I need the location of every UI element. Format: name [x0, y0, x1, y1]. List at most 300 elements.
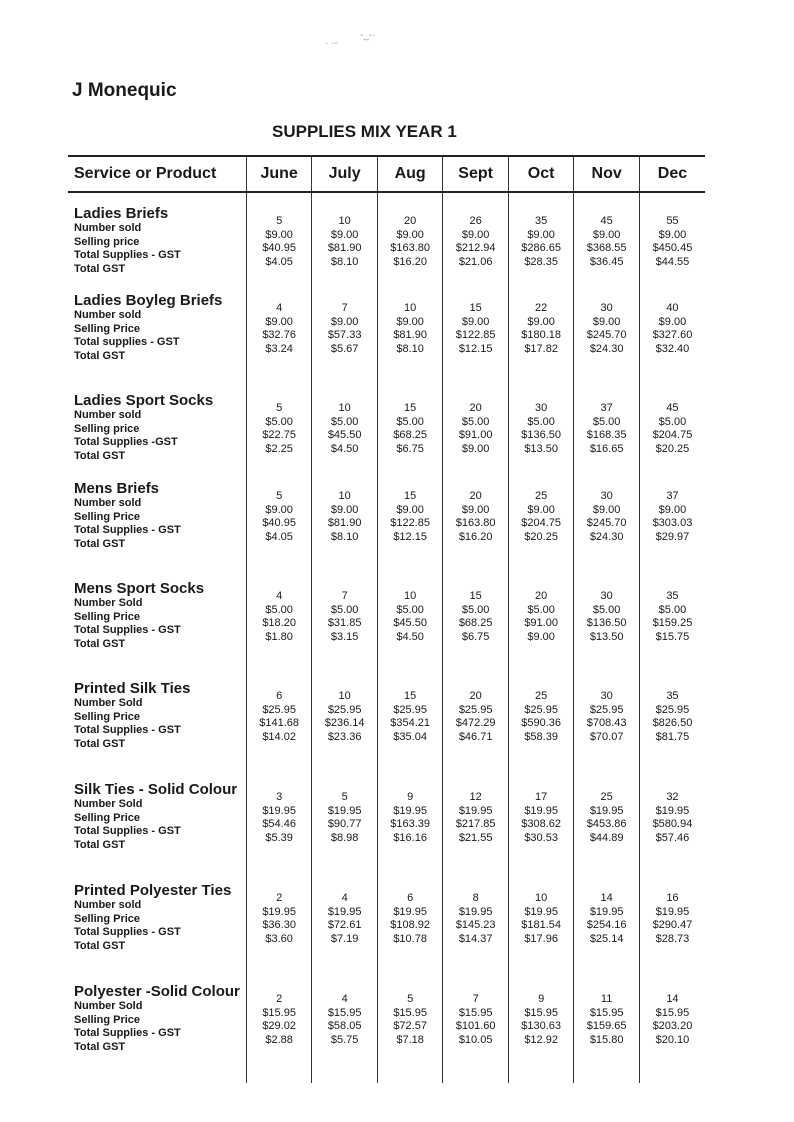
cell-value: $23.36 — [327, 730, 362, 743]
cell-value: $81.75 — [655, 730, 690, 743]
month-cell — [508, 769, 574, 870]
cell-value: 45 — [600, 215, 613, 227]
cell-value: 12 — [469, 791, 482, 803]
table-row — [68, 380, 705, 468]
cell-value: 4 — [276, 302, 283, 314]
cell-values — [574, 892, 639, 946]
cell-value: $5.00 — [592, 603, 621, 616]
cell-value: $145.23 — [455, 919, 496, 931]
cell-value: $15.95 — [458, 1006, 493, 1019]
month-cell — [639, 192, 705, 280]
month-cell — [246, 668, 312, 769]
cell-value: $24.30 — [589, 342, 624, 355]
cell-value: 25 — [600, 791, 613, 803]
row-label: Total Supplies - GST — [74, 724, 181, 736]
table-body — [68, 192, 705, 1083]
month-cell — [246, 468, 312, 568]
cell-values — [443, 490, 508, 544]
cell-value: $30.53 — [524, 831, 558, 844]
cell-value: $54.46 — [262, 818, 296, 830]
cell-values — [247, 993, 312, 1047]
cell-values — [312, 402, 377, 456]
row-label: Number sold — [74, 309, 142, 321]
cell-values — [312, 690, 377, 744]
cell-values — [509, 791, 574, 845]
cell-value: 20 — [469, 690, 482, 702]
cell-value: 10 — [338, 402, 351, 414]
cell-value: $9.00 — [461, 228, 490, 241]
cell-value: 26 — [469, 215, 482, 227]
cell-value: 10 — [338, 215, 351, 227]
table-row — [68, 280, 705, 380]
month-cell — [377, 280, 443, 380]
cell-value: $19.95 — [589, 804, 624, 817]
cell-value: $19.95 — [655, 905, 690, 918]
cell-value: 2 — [276, 993, 283, 1005]
cell-value: $16.20 — [393, 255, 427, 268]
product-cell — [68, 668, 246, 769]
row-label: Selling Price — [74, 1013, 141, 1026]
month-cell — [508, 568, 574, 668]
month-cell — [312, 769, 378, 870]
cell-value: $9.00 — [592, 315, 621, 328]
cell-value: 9 — [538, 993, 545, 1005]
cell-values — [640, 590, 705, 644]
cell-value: 10 — [404, 302, 417, 314]
cell-values — [312, 590, 377, 644]
row-label: Total GST — [74, 838, 126, 851]
cell-value: 15 — [404, 690, 417, 702]
cell-value: $826.50 — [652, 717, 693, 729]
product-name: Printed Polyester Ties — [74, 882, 232, 899]
row-label: Total GST — [74, 449, 126, 462]
month-cell — [639, 769, 705, 870]
cell-value: $25.95 — [262, 703, 296, 716]
cell-values — [247, 302, 312, 356]
product-name: Ladies Sport Socks — [74, 392, 214, 409]
cell-value: 7 — [472, 993, 479, 1005]
cell-value: $327.60 — [652, 329, 693, 341]
row-label: Number sold — [74, 899, 142, 911]
cell-value: $3.60 — [265, 932, 293, 945]
cell-value: $286.65 — [521, 242, 562, 254]
cell-value: $122.85 — [390, 517, 431, 529]
table-header-row — [68, 156, 705, 192]
cell-values — [443, 302, 508, 356]
cell-value: 20 — [404, 215, 417, 227]
cell-value: $17.96 — [524, 932, 558, 945]
cell-value: $25.95 — [524, 703, 558, 716]
cell-value: $1.80 — [265, 630, 293, 643]
product-name: Mens Briefs — [74, 480, 160, 497]
cell-value: 5 — [276, 402, 283, 414]
month-cell — [312, 280, 378, 380]
cell-value: $10.05 — [458, 1033, 493, 1046]
month-cell — [443, 971, 509, 1083]
cell-value: 5 — [407, 993, 414, 1005]
month-cell — [312, 870, 378, 971]
row-label: Total GST — [74, 939, 126, 952]
cell-values — [312, 791, 377, 845]
month-cell — [443, 192, 509, 280]
product-cell — [68, 468, 246, 568]
cell-value: $21.06 — [458, 255, 493, 268]
month-cell — [246, 380, 312, 468]
cell-value: $19.95 — [524, 804, 558, 817]
cell-value: $217.85 — [455, 818, 496, 830]
cell-value: $212.94 — [455, 242, 496, 254]
product-cell — [68, 568, 246, 668]
cell-value: $7.19 — [330, 932, 359, 945]
table-row — [68, 468, 705, 568]
cell-value: $708.43 — [586, 717, 627, 729]
month-cell — [574, 668, 640, 769]
cell-value: $5.00 — [396, 603, 424, 616]
row-label: Total GST — [74, 1040, 126, 1053]
cell-value: $57.46 — [655, 831, 690, 844]
cell-value: $9.00 — [592, 228, 621, 241]
month-cell — [508, 870, 574, 971]
cell-value: 25 — [535, 490, 548, 502]
cell-value: $13.50 — [589, 630, 624, 643]
month-cell — [639, 280, 705, 380]
row-label: Total Supplies - GST — [74, 1027, 181, 1039]
cell-value: $19.95 — [458, 804, 493, 817]
cell-value: $5.67 — [330, 342, 359, 355]
month-cell — [639, 380, 705, 468]
cell-value: $254.16 — [586, 919, 627, 931]
row-label: Total Supplies - GST — [74, 249, 181, 261]
cell-value: $15.75 — [655, 630, 690, 643]
cell-value: $5.00 — [265, 415, 293, 428]
cell-value: 4 — [341, 892, 348, 904]
cell-values — [378, 215, 443, 269]
cell-value: $15.95 — [655, 1006, 690, 1019]
cell-value: $46.71 — [458, 730, 493, 743]
month-cell — [639, 870, 705, 971]
cell-value: $9.00 — [658, 315, 687, 328]
month-cell — [377, 568, 443, 668]
cell-value: $19.95 — [589, 905, 624, 918]
product-cell — [68, 769, 246, 870]
cell-values — [247, 215, 312, 269]
cell-value: $19.95 — [655, 804, 690, 817]
cell-value: $122.85 — [455, 329, 496, 341]
product-name: Silk Ties - Solid Colour — [74, 781, 238, 798]
cell-value: $19.95 — [458, 905, 493, 918]
month-cell — [443, 380, 509, 468]
scan-speck: · ·- — [325, 38, 338, 49]
cell-value: $36.45 — [589, 255, 624, 268]
cell-value: 37 — [600, 402, 613, 414]
cell-value: $12.15 — [458, 342, 493, 355]
cell-value: $19.95 — [524, 905, 558, 918]
cell-value: $15.80 — [589, 1033, 624, 1046]
cell-value: $58.39 — [524, 730, 558, 743]
cell-value: $303.03 — [652, 517, 693, 529]
row-label: Number Sold — [74, 697, 143, 709]
cell-value: $159.65 — [586, 1020, 627, 1032]
cell-value: $9.00 — [265, 315, 293, 328]
cell-value: 55 — [666, 215, 679, 227]
month-cell — [574, 568, 640, 668]
cell-value: $19.95 — [327, 905, 362, 918]
cell-values — [640, 402, 705, 456]
cell-value: $40.95 — [262, 517, 296, 529]
row-label: Total Supplies - GST — [74, 926, 181, 938]
cell-value: 8 — [472, 892, 479, 904]
cell-values — [509, 490, 574, 544]
row-label: Selling Price — [74, 912, 141, 925]
row-label: Total GST — [74, 537, 126, 550]
cell-value: $68.25 — [393, 429, 427, 441]
cell-values — [640, 302, 705, 356]
cell-values — [443, 402, 508, 456]
cell-value: $25.95 — [589, 703, 624, 716]
cell-value: $159.25 — [652, 617, 693, 629]
row-label: Total Supplies -GST — [74, 436, 178, 448]
cell-value: $15.95 — [393, 1006, 427, 1019]
cell-value: $6.75 — [396, 442, 424, 455]
month-cell — [246, 971, 312, 1083]
cell-value: $58.05 — [327, 1020, 362, 1032]
document-title: SUPPLIES MIX YEAR 1 — [272, 122, 457, 141]
month-cell — [574, 280, 640, 380]
cell-values — [509, 215, 574, 269]
cell-value: $5.00 — [330, 603, 359, 616]
cell-value: $70.07 — [589, 730, 624, 743]
cell-values — [312, 215, 377, 269]
cell-values — [312, 490, 377, 544]
cell-value: $9.00 — [461, 503, 490, 516]
cell-value: $25.95 — [458, 703, 493, 716]
cell-value: $16.20 — [458, 530, 493, 543]
product-name: Ladies Briefs — [74, 205, 169, 222]
row-label: Number sold — [74, 497, 142, 509]
cell-values — [574, 690, 639, 744]
cell-value: $25.95 — [393, 703, 427, 716]
column-header: Oct — [508, 156, 574, 192]
cell-value: $24.30 — [589, 530, 624, 543]
cell-value: 30 — [600, 302, 613, 314]
cell-value: $81.90 — [327, 242, 362, 254]
cell-values — [312, 302, 377, 356]
month-cell — [639, 971, 705, 1083]
cell-value: 6 — [407, 892, 414, 904]
cell-value: $16.16 — [393, 831, 427, 844]
cell-value: $14.02 — [262, 730, 296, 743]
cell-value: $8.10 — [330, 530, 359, 543]
cell-value: $81.90 — [393, 329, 427, 341]
author-name: J Monequic — [72, 80, 177, 101]
cell-value: $5.00 — [461, 415, 490, 428]
row-label: Number Sold — [74, 597, 143, 609]
month-cell — [377, 870, 443, 971]
cell-value: 30 — [600, 690, 613, 702]
cell-value: 32 — [666, 791, 679, 803]
cell-value: $8.10 — [330, 255, 359, 268]
cell-value: $72.61 — [327, 919, 362, 931]
cell-value: $163.39 — [390, 818, 431, 830]
column-header: July — [312, 156, 378, 192]
cell-value: $590.36 — [521, 717, 562, 729]
cell-value: 45 — [666, 402, 679, 414]
month-cell — [443, 769, 509, 870]
cell-value: $45.50 — [327, 429, 362, 441]
cell-value: $29.97 — [655, 530, 690, 543]
cell-value: $5.00 — [461, 603, 490, 616]
product-cell — [68, 280, 246, 380]
cell-value: $36.30 — [262, 919, 296, 931]
row-label: Number Sold — [74, 798, 143, 810]
month-cell — [312, 468, 378, 568]
cell-values — [247, 892, 312, 946]
cell-value: 9 — [407, 791, 414, 803]
cell-values — [247, 791, 312, 845]
cell-value: $91.00 — [524, 617, 558, 629]
cell-value: $9.00 — [330, 503, 359, 516]
cell-value: $580.94 — [652, 818, 693, 830]
cell-value: 15 — [404, 402, 417, 414]
cell-value: $90.77 — [327, 818, 362, 830]
cell-value: $5.00 — [265, 603, 293, 616]
cell-value: 6 — [276, 690, 283, 702]
cell-values — [574, 402, 639, 456]
cell-value: $141.68 — [259, 717, 300, 729]
cell-value: $453.86 — [586, 818, 627, 830]
cell-value: $19.95 — [262, 804, 296, 817]
cell-values — [574, 215, 639, 269]
cell-value: $204.75 — [652, 429, 693, 441]
cell-values — [443, 215, 508, 269]
month-cell — [574, 468, 640, 568]
column-header: June — [246, 156, 312, 192]
cell-value: $9.00 — [265, 503, 293, 516]
cell-value: $4.50 — [330, 442, 359, 455]
cell-value: $8.10 — [396, 342, 424, 355]
month-cell — [574, 971, 640, 1083]
cell-value: 25 — [535, 690, 548, 702]
cell-value: $245.70 — [586, 517, 627, 529]
month-cell — [508, 380, 574, 468]
cell-value: $204.75 — [521, 517, 562, 529]
cell-value: $91.00 — [458, 429, 493, 441]
cell-value: $13.50 — [524, 442, 558, 455]
column-header: Nov — [574, 156, 640, 192]
cell-value: $9.00 — [330, 315, 359, 328]
month-cell — [574, 380, 640, 468]
cell-value: $236.14 — [324, 717, 365, 729]
cell-values — [509, 892, 574, 946]
cell-value: $32.76 — [262, 329, 296, 341]
cell-value: $9.00 — [396, 315, 424, 328]
cell-value: 11 — [600, 993, 613, 1005]
table-row — [68, 568, 705, 668]
month-cell — [377, 192, 443, 280]
product-cell — [68, 380, 246, 468]
month-cell — [574, 769, 640, 870]
cell-value: $168.35 — [586, 429, 627, 441]
cell-value: 10 — [338, 490, 351, 502]
cell-value: $101.60 — [455, 1020, 496, 1032]
cell-value: $15.95 — [327, 1006, 362, 1019]
cell-value: $45.50 — [393, 617, 427, 629]
row-label: Selling Price — [74, 510, 141, 523]
cell-values — [574, 302, 639, 356]
cell-value: $12.15 — [393, 530, 427, 543]
cell-values — [378, 690, 443, 744]
cell-value: $57.33 — [327, 329, 362, 341]
row-label: Selling Price — [74, 610, 141, 623]
month-cell — [574, 870, 640, 971]
month-cell — [377, 668, 443, 769]
cell-value: $9.00 — [527, 503, 555, 516]
cell-value: $19.95 — [393, 804, 427, 817]
month-cell — [312, 568, 378, 668]
cell-value: $245.70 — [586, 329, 627, 341]
month-cell — [639, 568, 705, 668]
cell-value: $136.50 — [521, 429, 562, 441]
cell-values — [378, 892, 443, 946]
cell-value: $28.73 — [655, 932, 690, 945]
product-cell — [68, 192, 246, 280]
cell-value: $290.47 — [652, 919, 693, 931]
cell-values — [574, 993, 639, 1047]
scan-speck: -_-· — [360, 30, 376, 41]
cell-value: $3.15 — [330, 630, 359, 643]
cell-values — [443, 690, 508, 744]
cell-value: $15.95 — [524, 1006, 558, 1019]
cell-value: $9.00 — [461, 442, 490, 455]
cell-values — [378, 302, 443, 356]
cell-value: $28.35 — [524, 255, 558, 268]
cell-value: 14 — [666, 993, 679, 1005]
month-cell — [377, 971, 443, 1083]
cell-value: 15 — [469, 302, 482, 314]
month-cell — [508, 280, 574, 380]
cell-value: 22 — [535, 302, 548, 314]
cell-value: 37 — [666, 490, 679, 502]
cell-value: $40.95 — [262, 242, 296, 254]
cell-value: 3 — [276, 791, 283, 803]
cell-value: 2 — [276, 892, 283, 904]
month-cell — [312, 971, 378, 1083]
cell-values — [640, 690, 705, 744]
row-label: Selling Price — [74, 811, 141, 824]
cell-value: $108.92 — [390, 919, 431, 931]
cell-value: 7 — [341, 590, 348, 602]
cell-values — [509, 402, 574, 456]
cell-value: $12.92 — [524, 1033, 558, 1046]
product-name: Ladies Boyleg Briefs — [74, 292, 223, 309]
cell-values — [247, 690, 312, 744]
row-label: Total supplies - GST — [74, 336, 180, 348]
cell-value: $6.75 — [461, 630, 490, 643]
month-cell — [508, 192, 574, 280]
cell-values — [574, 490, 639, 544]
product-cell — [68, 971, 246, 1083]
month-cell — [574, 192, 640, 280]
cell-values — [378, 791, 443, 845]
cell-value: $21.55 — [458, 831, 493, 844]
cell-value: $308.62 — [521, 818, 562, 830]
month-cell — [443, 870, 509, 971]
row-label: Selling Price — [74, 322, 141, 335]
cell-value: 15 — [404, 490, 417, 502]
cell-value: $9.00 — [396, 503, 424, 516]
month-cell — [246, 280, 312, 380]
cell-value: $5.00 — [527, 415, 555, 428]
